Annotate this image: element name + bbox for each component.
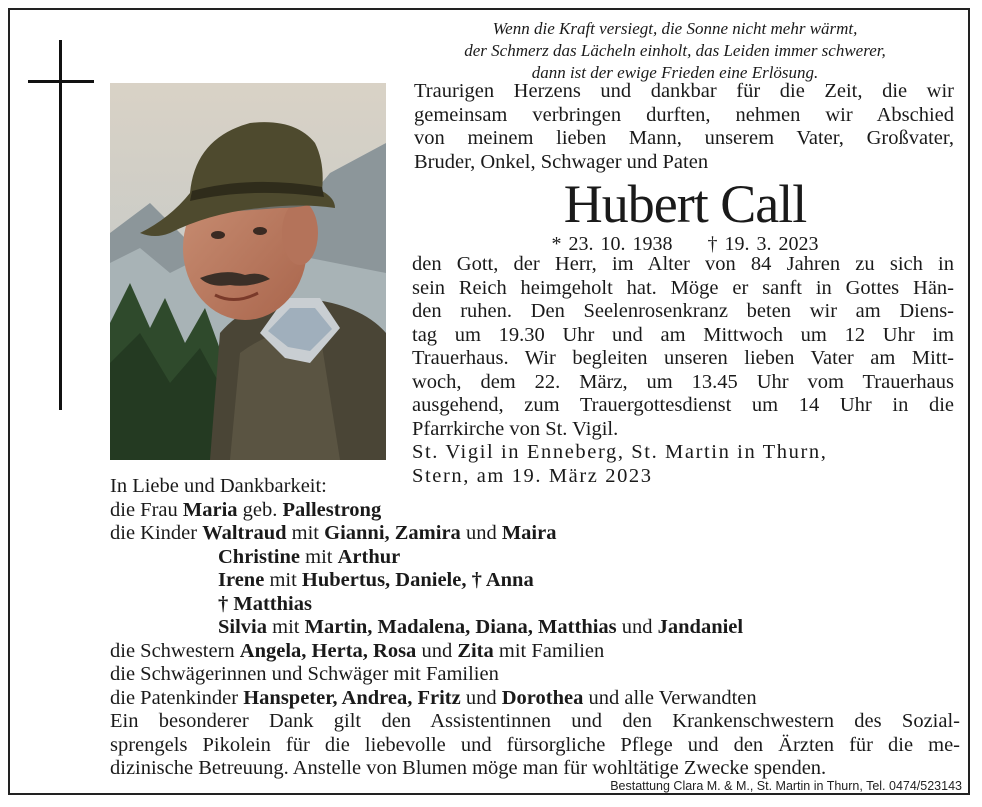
family-child: † Matthias bbox=[218, 592, 312, 615]
birth-date: * 23. 10. 1938 bbox=[551, 233, 673, 255]
body-line: sein Reich heimgeholt hat. Möge er sanft in Gottes Hän- bbox=[412, 276, 954, 299]
intro-line: gemeinsam verbringen durften, nehmen wir Abschied bbox=[414, 103, 954, 126]
cross-icon bbox=[59, 40, 62, 410]
poem-line: dann ist der ewige Frieden eine Erlösung. bbox=[531, 63, 819, 82]
poem-line: Wenn die Kraft versiegt, die Sonne nicht mehr wärmt, bbox=[492, 19, 858, 38]
body-line: den ruhen. Den Seelenrosenkranz beten wir am Diens- bbox=[412, 300, 954, 322]
family-list bbox=[110, 475, 960, 781]
poem-line: der Schmerz das Lächeln einholt, das Leiden immer schwerer, bbox=[464, 41, 886, 60]
body-line: den Gott, der Herr, im Alter von 84 Jahren zu sich in bbox=[412, 253, 954, 275]
place-date-line: Stern, am 19. März 2023 bbox=[412, 464, 653, 487]
body-line: tag um 19.30 Uhr und am Mittwoch um 12 Uhr im bbox=[412, 323, 954, 346]
intro-line: von meinem lieben Mann, unserem Vater, Großvater, bbox=[414, 127, 954, 149]
main-text bbox=[412, 253, 954, 488]
place-date-line: St. Vigil in Enneberg, St. Martin in Thurn, bbox=[412, 441, 828, 463]
intro-line: Bruder, Onkel, Schwager und Paten bbox=[414, 150, 709, 173]
body-line: Trauerhaus. Wir begleiten unseren lieben Vater am Mitt- bbox=[412, 347, 954, 369]
family-child: Irene mit Hubertus, Daniele, † Anna bbox=[218, 569, 534, 591]
intro-paragraph bbox=[414, 80, 954, 174]
family-inlaws: die Schwägerinnen und Schwäger mit Familien bbox=[110, 663, 499, 685]
cross-icon-bar bbox=[28, 80, 94, 83]
family-child: Christine mit Arthur bbox=[218, 545, 401, 568]
body-line: woch, dem 22. März, um 13.45 Uhr vom Trauerhaus bbox=[412, 370, 954, 393]
family-children: die Kinder Waltraud mit Gianni, Zamira und Maira bbox=[110, 522, 557, 544]
poem bbox=[400, 18, 950, 84]
body-line: Pfarrkirche von St. Vigil. bbox=[412, 417, 619, 440]
family-heading: In Liebe und Dankbarkeit: bbox=[110, 475, 327, 497]
thanks-line: dizinische Betreuung. Anstelle von Blumen möge man für wohltätige Zwecke spenden. bbox=[110, 757, 827, 779]
family-godchildren: die Patenkinder Hanspeter, Andrea, Fritz und Dorothea und alle Verwandten bbox=[110, 686, 757, 709]
intro-line: Traurigen Herzens und dankbar für die Zeit, die wir bbox=[414, 80, 954, 102]
family-wife: die Frau Maria geb. Pallestrong bbox=[110, 498, 382, 521]
deceased-name: Hubert Call bbox=[563, 174, 807, 234]
family-sisters: die Schwestern Angela, Herta, Rosa und Zita mit Familien bbox=[110, 639, 605, 662]
death-date: † 19. 3. 2023 bbox=[707, 233, 819, 255]
family-child: Silvia mit Martin, Madalena, Diana, Matthias und Jandaniel bbox=[218, 616, 744, 638]
body-line: ausgehend, zum Trauergottesdienst um 14 Uhr in die bbox=[412, 394, 954, 416]
thanks-line: sprengels Pikolein für die liebevolle und fürsorgliche Pflege und den Ärzten für die me- bbox=[110, 733, 960, 756]
thanks-line: Ein besonderer Dank gilt den Assistentinnen und den Krankenschwestern des Sozial- bbox=[110, 710, 960, 732]
portrait-photo bbox=[110, 83, 386, 460]
funeral-home-footer: Bestattung Clara M. & M., St. Martin in Thurn, Tel. 0474/523143 bbox=[610, 779, 962, 793]
